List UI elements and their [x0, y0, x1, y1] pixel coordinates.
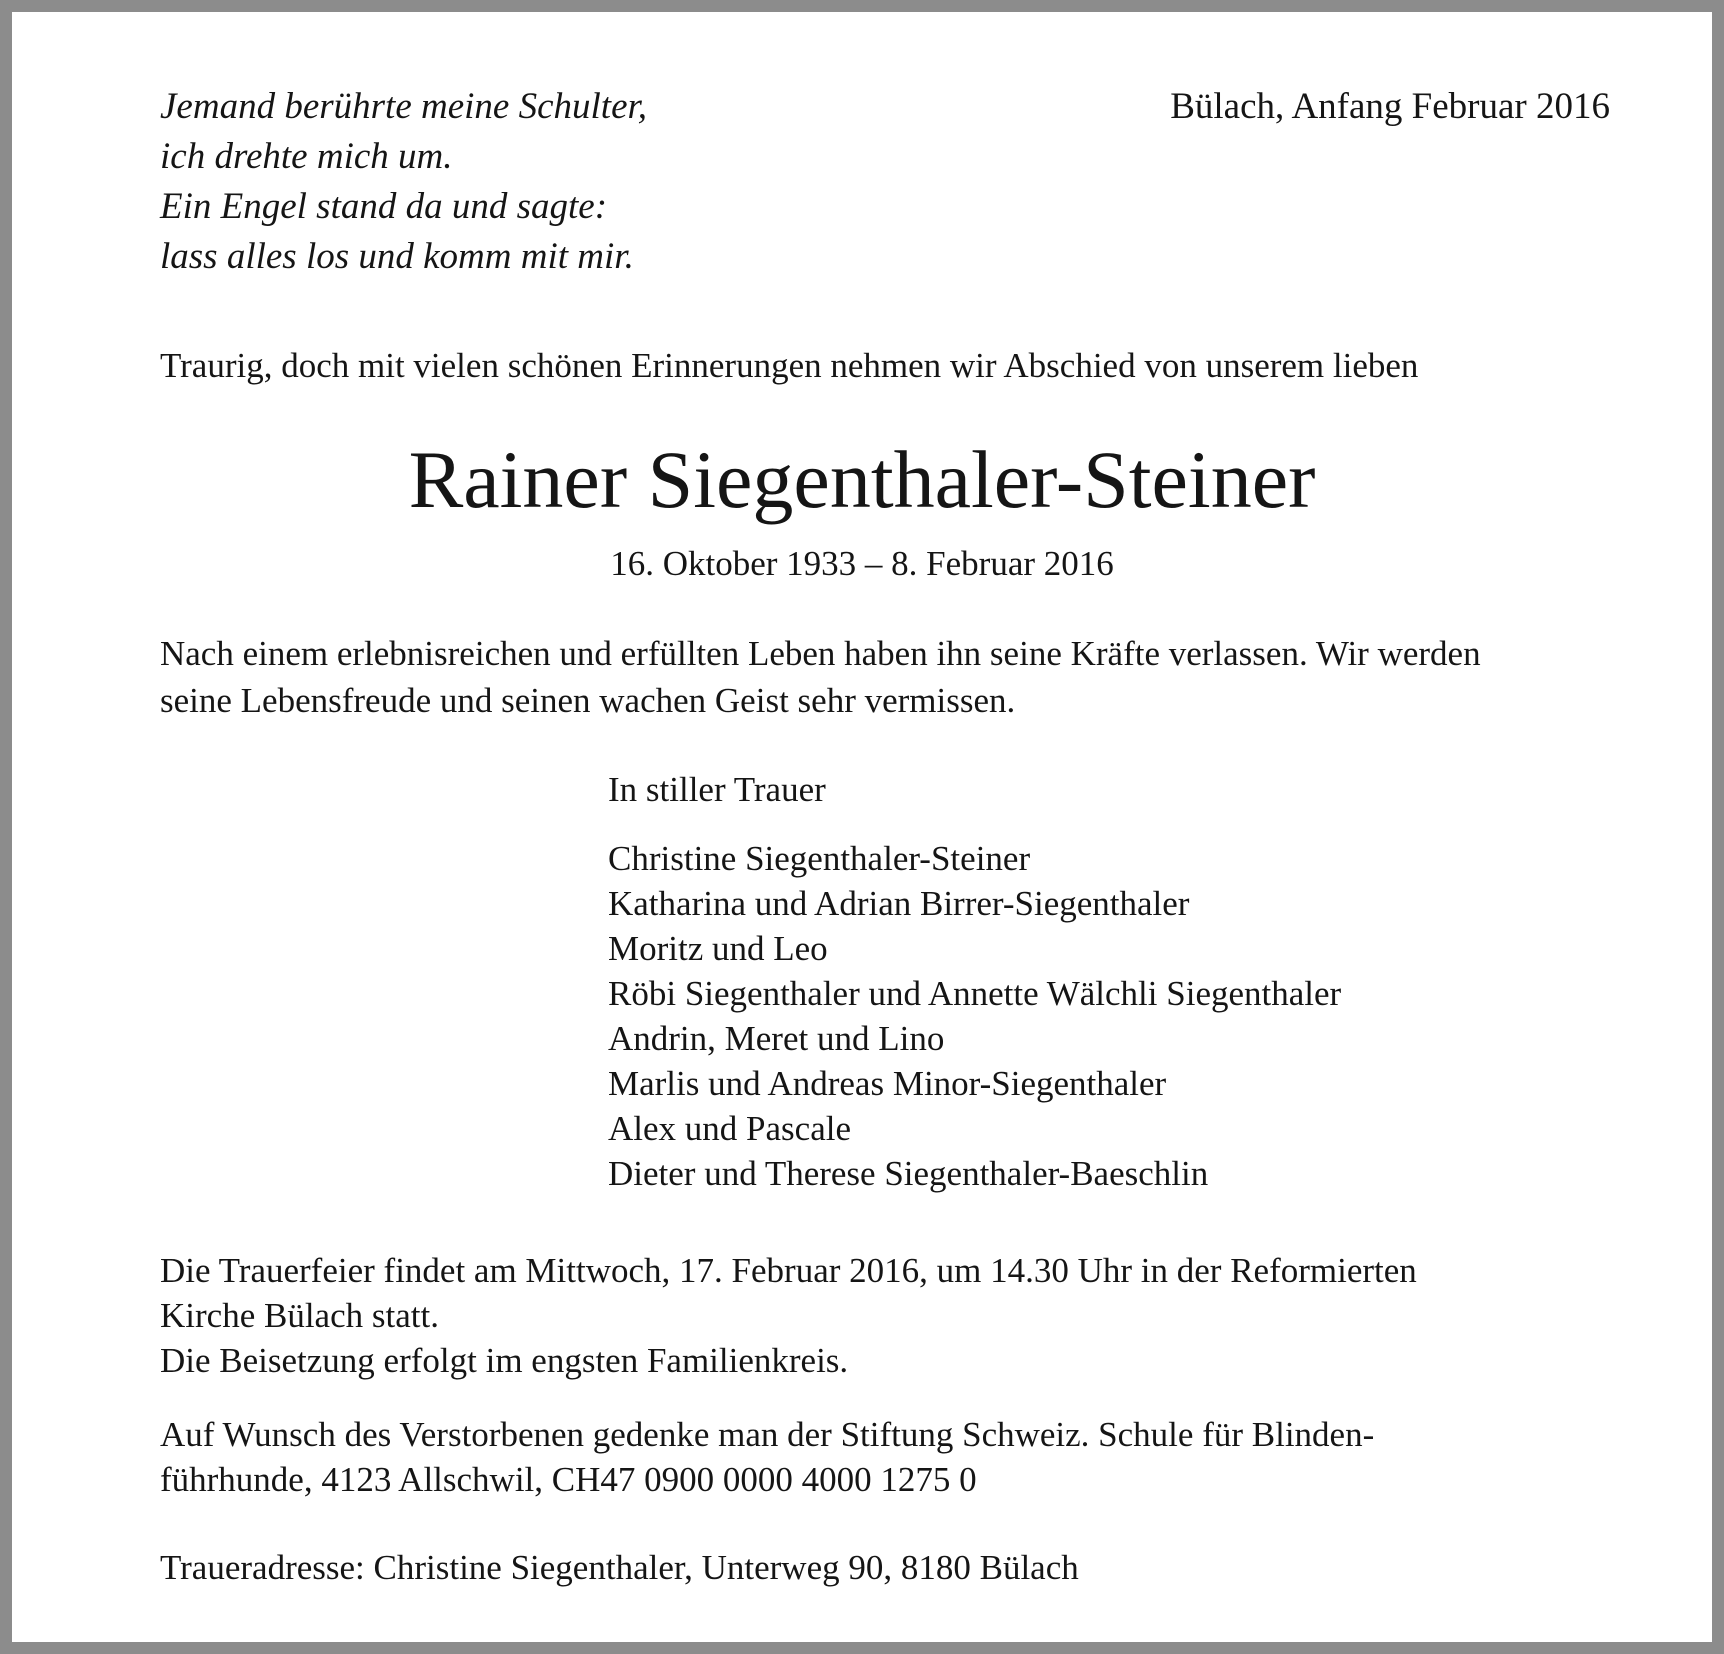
- life-dates: 16. Oktober 1933 – 8. Februar 2016: [610, 544, 1114, 583]
- poem-line: lass alles los und komm mit mir.: [160, 236, 634, 277]
- service-line: Die Trauerfeier findet am Mittwoch, 17. Februar 2016, um 14.30 Uhr in der Reformierten: [160, 1251, 1417, 1290]
- poem-line: Jemand berührte meine Schulter,: [160, 86, 648, 127]
- mourning-label: In stiller Trauer: [608, 770, 826, 809]
- tribute-line: seine Lebensfreude und seinen wachen Geist sehr vermissen.: [160, 681, 1016, 720]
- service-info: [160, 1248, 1417, 1383]
- place-and-date: Bülach, Anfang Februar 2016: [1170, 86, 1610, 127]
- deceased-name: Rainer Siegenthaler-Steiner: [408, 434, 1316, 525]
- mourner-entry: Röbi Siegenthaler und Annette Wälchli Siegenthaler: [608, 974, 1342, 1013]
- mourner-entry: Alex und Pascale: [608, 1109, 851, 1148]
- donation-line: Auf Wunsch des Verstorbenen gedenke man der Stiftung Schweiz. Schule für Blinden-: [160, 1415, 1375, 1454]
- obituary-notice: [12, 12, 1712, 1642]
- poem-line: Ein Engel stand da und sagte:: [160, 186, 608, 227]
- mourner-entry: Christine Siegenthaler-Steiner: [608, 839, 1031, 878]
- mourner-entry: Moritz und Leo: [608, 929, 828, 968]
- mourner-entry: Katharina und Adrian Birrer-Siegenthaler: [608, 884, 1190, 923]
- mourners-list: [608, 836, 1341, 1196]
- mourner-entry: Andrin, Meret und Lino: [608, 1019, 945, 1058]
- mourner-entry: Marlis und Andreas Minor-Siegenthaler: [608, 1064, 1167, 1103]
- donation-info: [160, 1412, 1374, 1502]
- donation-line: führhunde, 4123 Allschwil, CH47 0900 0000 4000 1275 0: [160, 1460, 977, 1499]
- mourner-entry: Dieter und Therese Siegenthaler-Baeschlin: [608, 1154, 1209, 1193]
- intro-text: Traurig, doch mit vielen schönen Erinnerungen nehmen wir Abschied von unserem lieben: [160, 346, 1419, 385]
- service-line: Kirche Bülach statt.: [160, 1296, 439, 1335]
- tribute-text: [160, 630, 1620, 724]
- poem-line: ich drehte mich um.: [160, 136, 453, 177]
- service-line: Die Beisetzung erfolgt im engsten Familienkreis.: [160, 1341, 849, 1380]
- poem: [160, 82, 647, 282]
- mourning-address: Traueradresse: Christine Siegenthaler, Unterweg 90, 8180 Bülach: [160, 1548, 1079, 1587]
- tribute-line: Nach einem erlebnisreichen und erfüllten Leben haben ihn seine Kräfte verlassen. Wir werden: [160, 634, 1481, 673]
